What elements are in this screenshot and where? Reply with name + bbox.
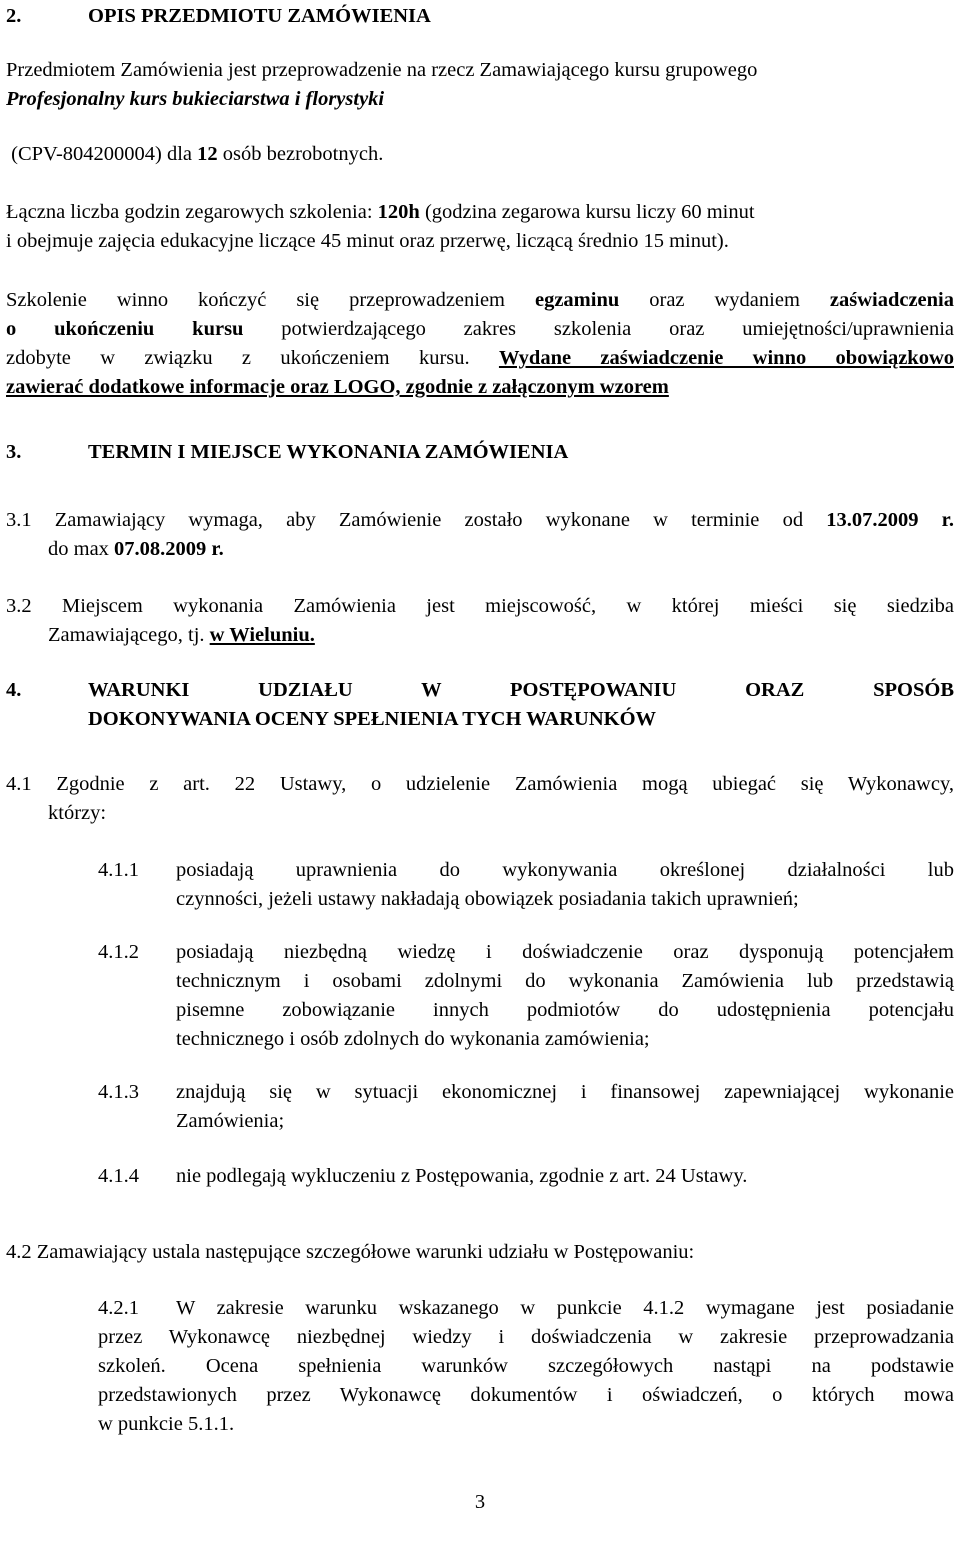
- list-item: 4.2.1 W zakresie warunku wskazanego w punkcie 4.1.2 wymagane jest posiadanie przez Wykonawcę niezbędnej wiedzy i doświadczenia w zakresie przeprowadzania szkoleń. Ocena spełnienia warunków szczegółowych nastąpi na podstawie przedstawionych przez Wykonawcę dokumentów i oświadczeń, o których mowa w punkcie 5.1.1.: [98, 1294, 954, 1439]
- item-number: 4.1.2: [98, 941, 139, 963]
- item-number: 4.1.4: [98, 1165, 139, 1187]
- participants-count: 12: [197, 143, 218, 165]
- hours-line-2: i obejmuje zajęcia edukacyjne liczące 45 minut oraz przerwę, liczącą średnio 15 minut).: [6, 230, 729, 252]
- course-completion-term: o ukończeniu kursu: [6, 318, 244, 340]
- subject-line: [6, 56, 954, 85]
- item-4-1-line-2: którzy:: [48, 802, 107, 824]
- item-4-2: 4.2 Zamawiający ustala następujące szczegółowe warunki udziału w Postępowaniu:: [6, 1241, 695, 1263]
- course-name: Profesjonalny kurs bukieciarstwa i florystyki: [6, 88, 385, 110]
- list-item: 4.1.1 posiadają uprawnienia do wykonywania określonej działalności lub czynności, jeżeli ustawy nakładają obowiązek posiadania takich uprawnień;: [98, 856, 954, 914]
- section-3-number: 3.: [6, 441, 22, 463]
- item-number: 4.1.3: [98, 1081, 139, 1103]
- section-3-title: TERMIN I MIEJSCE WYKONANIA ZAMÓWIENIA: [88, 441, 569, 463]
- exam-line-2: o ukończeniu kursu potwierdzającego zakres szkolenia oraz umiejętności/uprawnienia: [6, 318, 954, 340]
- certificate-term: zaświadczenia: [829, 289, 954, 311]
- item-4-1-line-1: 4.1 Zgodnie z art. 22 Ustawy, o udzielenie Zamówienia mogą ubiegać się Wykonawcy,: [6, 773, 954, 795]
- item-3-1-line-2: do max 07.08.2009 r.: [48, 538, 224, 560]
- date-to: 07.08.2009 r.: [114, 538, 224, 560]
- list-item: 4.1.2 posiadają niezbędną wiedzę i doświadczenie oraz dysponują potencjałem technicznym i osobami zdolnymi do wykonania Zamówienia lub przedstawią pisemne zobowiązanie innych podmiotów do udostępnienia potencjału technicznego i osób zdolnych do wykonania zamówienia;: [98, 938, 954, 1054]
- cpv-line: (CPV-804200004) dla 12 osób bezrobotnych.: [6, 143, 384, 165]
- section-2-title: OPIS PRZEDMIOTU ZAMÓWIENIA: [88, 5, 431, 27]
- list-item: 4.1.3 znajdują się w sytuacji ekonomicznej i finansowej zapewniającej wykonanie Zamówienia;: [98, 1078, 954, 1136]
- exam-line-3: zdobyte w związku z ukończeniem kursu. Wydane zaświadczenie winno obowiązkowo: [6, 347, 954, 369]
- section-2-number: 2.: [6, 5, 22, 27]
- section-4-title-line-2: DOKONYWANIA OCENY SPEŁNIENIA TYCH WARUNKÓW: [88, 708, 657, 730]
- certificate-requirement-cont: zawierać dodatkowe informacje oraz LOGO, zgodnie z załączonym wzorem: [6, 376, 669, 398]
- item-number: 4.2.1: [98, 1297, 139, 1319]
- subject-text: Przedmiotem Zamówienia jest przeprowadzenie na rzecz Zamawiającego kursu grupowego: [6, 59, 758, 81]
- place-name: w Wieluniu.: [209, 624, 315, 646]
- item-3-2-line-2: Zamawiającego, tj. w Wieluniu.: [48, 624, 315, 646]
- certificate-requirement: Wydane zaświadczenie winno obowiązkowo: [498, 347, 954, 369]
- exam-line-1: Szkolenie winno kończyć się przeprowadzeniem egzaminu oraz wydaniem zaświadczenia: [6, 289, 954, 311]
- section-4-title-line-1: WARUNKI UDZIAŁU W POSTĘPOWANIU ORAZ SPOSÓB: [88, 679, 954, 701]
- hours-value: 120h: [377, 201, 420, 223]
- page-number: 3: [474, 1491, 486, 1513]
- item-3-1-line-1: 3.1 Zamawiający wymaga, aby Zamówienie zostało wykonane w terminie od 13.07.2009 r.: [6, 509, 954, 531]
- item-number: 4.1.1: [98, 859, 139, 881]
- hours-line-1: Łączna liczba godzin zegarowych szkolenia: 120h (godzina zegarowa kursu liczy 60 minut: [6, 201, 755, 223]
- item-3-2-line-1: 3.2 Miejscem wykonania Zamówienia jest miejscowość, w której mieści się siedziba: [6, 595, 954, 617]
- section-4-number: 4.: [6, 679, 22, 701]
- date-from: 13.07.2009 r.: [826, 509, 954, 531]
- exam-term: egzaminu: [534, 289, 620, 311]
- list-item: 4.1.4 nie podlegają wykluczeniu z Postępowania, zgodnie z art. 24 Ustawy.: [98, 1162, 954, 1191]
